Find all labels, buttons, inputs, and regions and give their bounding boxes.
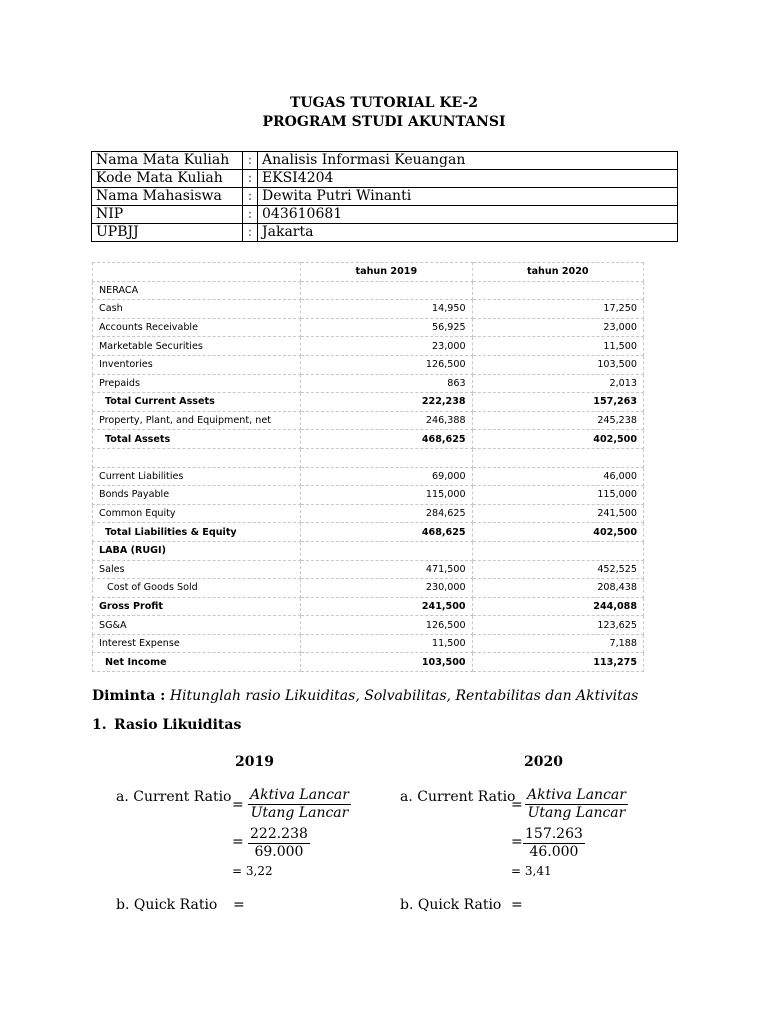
current-ratio-label-2020: a. Current Ratio	[400, 789, 516, 805]
section-heading	[92, 717, 241, 733]
value-2019	[301, 281, 472, 300]
task-label: Diminta :	[92, 688, 166, 704]
financial-statement-table	[92, 262, 644, 672]
value-2019: 241,500	[301, 597, 472, 616]
task-text: Hitunglah rasio Likuiditas, Solvabilitas, Rentabilitas dan Aktivitas	[169, 688, 639, 704]
value-2019: 23,000	[301, 337, 472, 356]
table-row	[93, 634, 644, 653]
info-row	[92, 188, 678, 206]
section-title: Rasio Likuiditas	[114, 717, 242, 733]
value-2019: 468,625	[301, 430, 472, 449]
value-denominator: 46.000	[529, 844, 579, 860]
value-denominator: 69.000	[254, 844, 304, 860]
column-header-2019: tahun 2019	[301, 263, 472, 282]
value-2020: 17,250	[472, 300, 643, 319]
info-label: Nama Mata Kuliah	[92, 152, 243, 170]
document-title: TUGAS TUTORIAL KE-2	[289, 95, 479, 111]
info-value: Jakarta	[258, 224, 678, 242]
equals-sign: =	[233, 897, 245, 913]
value-2020: 23,000	[472, 318, 643, 337]
quick-ratio-label-2020: b. Quick Ratio	[400, 897, 502, 913]
value-numerator: 222.238	[250, 826, 308, 842]
value-fraction-2020	[523, 826, 585, 861]
row-label: Prepaids	[93, 374, 301, 393]
row-label: Common Equity	[93, 504, 301, 523]
value-2020: 115,000	[472, 486, 643, 505]
row-label: NERACA	[93, 281, 301, 300]
row-label: Bonds Payable	[93, 486, 301, 505]
info-row	[92, 206, 678, 224]
value-2020: 452,525	[472, 560, 643, 579]
table-row	[93, 560, 644, 579]
value-2020	[472, 281, 643, 300]
row-label: LABA (RUGI)	[93, 541, 301, 560]
row-label: SG&A	[93, 616, 301, 635]
row-label: Accounts Receivable	[93, 318, 301, 337]
table-row-spacer	[93, 448, 644, 467]
table-row-total	[93, 597, 644, 616]
value-2020	[472, 541, 643, 560]
table-row	[93, 318, 644, 337]
table-row-total	[93, 430, 644, 449]
table-row	[93, 579, 644, 598]
student-info-table	[91, 151, 678, 242]
row-label: Net Income	[93, 653, 301, 672]
value-2020: 241,500	[472, 504, 643, 523]
row-label: Total Current Assets	[93, 393, 301, 412]
value-2019	[301, 448, 472, 467]
column-header-2020: tahun 2020	[472, 263, 643, 282]
row-label: Marketable Securities	[93, 337, 301, 356]
task-instruction	[92, 688, 638, 704]
value-2020: 244,088	[472, 597, 643, 616]
row-label: Current Liabilities	[93, 467, 301, 486]
value-2019: 69,000	[301, 467, 472, 486]
formula-denominator: Utang Lancar	[250, 805, 349, 821]
info-separator: :	[243, 188, 258, 206]
value-2019: 863	[301, 374, 472, 393]
row-label: Cash	[93, 300, 301, 319]
value-2020: 103,500	[472, 355, 643, 374]
value-2020: 46,000	[472, 467, 643, 486]
value-2020: 2,013	[472, 374, 643, 393]
section-number: 1.	[92, 717, 107, 733]
value-2020: 157,263	[472, 393, 643, 412]
value-2020: 208,438	[472, 579, 643, 598]
info-row	[92, 224, 678, 242]
current-ratio-label-2019: a. Current Ratio	[116, 789, 232, 805]
value-fraction-2019	[248, 826, 310, 861]
year-label-2020: 2020	[524, 754, 563, 770]
row-label: Gross Profit	[93, 597, 301, 616]
quick-ratio-label-2019: b. Quick Ratio	[116, 897, 218, 913]
formula-numerator: Aktiva Lancar	[250, 787, 349, 803]
table-row	[93, 504, 644, 523]
row-label	[93, 448, 301, 467]
document-subtitle: PROGRAM STUDI AKUNTANSI	[262, 114, 506, 130]
info-separator: :	[243, 206, 258, 224]
value-2019: 126,500	[301, 355, 472, 374]
info-row	[92, 170, 678, 188]
table-row	[93, 616, 644, 635]
value-2019: 56,925	[301, 318, 472, 337]
row-label: Inventories	[93, 355, 301, 374]
value-2019: 284,625	[301, 504, 472, 523]
table-row	[93, 281, 644, 300]
equals-sign: =	[511, 897, 523, 913]
value-2020: 245,238	[472, 411, 643, 430]
value-numerator: 157.263	[525, 826, 583, 842]
info-value: 043610681	[258, 206, 678, 224]
table-row	[93, 355, 644, 374]
value-2020: 113,275	[472, 653, 643, 672]
info-label: UPBJJ	[92, 224, 243, 242]
table-row-total	[93, 523, 644, 542]
info-value: Analisis Informasi Keuangan	[258, 152, 678, 170]
value-2020: 402,500	[472, 523, 643, 542]
value-2019: 126,500	[301, 616, 472, 635]
header-empty-cell	[93, 263, 301, 282]
info-value: Dewita Putri Winanti	[258, 188, 678, 206]
formula-numerator: Aktiva Lancar	[527, 787, 626, 803]
value-2020: 11,500	[472, 337, 643, 356]
equals-sign: =	[232, 797, 244, 813]
value-2019: 471,500	[301, 560, 472, 579]
info-label: NIP	[92, 206, 243, 224]
table-section-row	[93, 541, 644, 560]
table-row	[93, 300, 644, 319]
info-separator: :	[243, 170, 258, 188]
table-row	[93, 486, 644, 505]
table-row-total	[93, 653, 644, 672]
equals-sign: =	[232, 834, 244, 850]
info-separator: :	[243, 152, 258, 170]
equals-sign: =	[511, 834, 523, 850]
current-ratio-result-2019: = 3,22	[232, 864, 273, 878]
year-label-2019: 2019	[235, 754, 274, 770]
equals-sign: =	[511, 797, 523, 813]
row-label: Total Assets	[93, 430, 301, 449]
value-2019: 230,000	[301, 579, 472, 598]
formula-fraction-2020	[525, 787, 628, 822]
value-2019: 14,950	[301, 300, 472, 319]
row-label: Sales	[93, 560, 301, 579]
formula-fraction-2019	[248, 787, 351, 822]
info-label: Kode Mata Kuliah	[92, 170, 243, 188]
value-2020: 7,188	[472, 634, 643, 653]
row-label: Cost of Goods Sold	[93, 579, 301, 598]
value-2020: 402,500	[472, 430, 643, 449]
value-2020	[472, 448, 643, 467]
table-row	[93, 411, 644, 430]
table-row	[93, 467, 644, 486]
info-label: Nama Mahasiswa	[92, 188, 243, 206]
value-2019	[301, 541, 472, 560]
value-2019: 246,388	[301, 411, 472, 430]
formula-denominator: Utang Lancar	[527, 805, 626, 821]
info-row	[92, 152, 678, 170]
value-2019: 103,500	[301, 653, 472, 672]
value-2019: 222,238	[301, 393, 472, 412]
value-2019: 11,500	[301, 634, 472, 653]
info-separator: :	[243, 224, 258, 242]
value-2019: 115,000	[301, 486, 472, 505]
current-ratio-result-2020: = 3,41	[511, 864, 552, 878]
value-2020: 123,625	[472, 616, 643, 635]
table-row	[93, 337, 644, 356]
info-value: EKSI4204	[258, 170, 678, 188]
row-label: Property, Plant, and Equipment, net	[93, 411, 301, 430]
row-label: Total Liabilities & Equity	[93, 523, 301, 542]
row-label: Interest Expense	[93, 634, 301, 653]
value-2019: 468,625	[301, 523, 472, 542]
table-header-row	[93, 263, 644, 282]
table-row-total	[93, 393, 644, 412]
table-row	[93, 374, 644, 393]
